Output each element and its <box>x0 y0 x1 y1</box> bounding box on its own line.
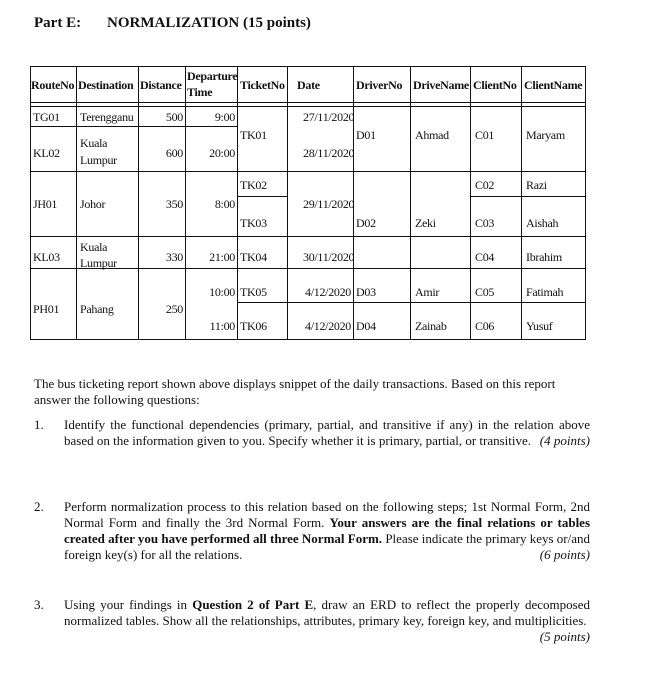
cell-client: C02 <box>475 178 495 192</box>
cell-ticket: TK02 <box>240 178 267 192</box>
cell-date: 4/12/2020 <box>305 319 351 333</box>
cell-clientname: Ibrahim <box>526 250 562 264</box>
cell-destination: Kuala <box>80 136 108 150</box>
header-driverno: DriverNo <box>356 78 403 92</box>
cell-clientname: Fatimah <box>526 285 564 299</box>
header-destination: Destination <box>78 78 134 92</box>
cell-destination: Kuala <box>80 240 108 254</box>
cell-drivename: Zainab <box>415 319 447 333</box>
cell-distance: 500 <box>165 110 183 124</box>
question-emphasis: Your answers are the final relations or tables created after you have performed all three Normal Form. <box>64 515 591 546</box>
question-2 <box>34 499 590 563</box>
question-number: 3. <box>34 597 44 612</box>
header-ticketno: TicketNo <box>240 78 285 92</box>
cell-client: C03 <box>475 216 495 230</box>
question-points: (6 points) <box>539 547 590 562</box>
header-clientname: ClientName <box>524 78 583 92</box>
row-line <box>237 196 287 197</box>
question-emphasis: Question 2 of Part E <box>192 597 314 612</box>
question-text: Perform normalization process to this relation based on the following steps; 1st Normal Form, 2nd Normal Form and finally the 3rd Normal Form. <box>64 499 590 530</box>
cell-route: KL03 <box>33 250 60 264</box>
cell-client: C06 <box>475 319 495 333</box>
cell-distance: 330 <box>165 250 183 264</box>
cell-client: C04 <box>475 250 495 264</box>
question-points: (5 points) <box>539 629 590 644</box>
cell-ticket: TK04 <box>240 250 267 264</box>
cell-date: 4/12/2020 <box>305 285 351 299</box>
cell-date: 28/11/2020 <box>303 146 355 160</box>
cell-time: 8:00 <box>214 197 235 211</box>
part-label: Part E: <box>34 15 82 31</box>
question-text: Identify the functional dependencies (primary, partial, and transitive if any) in the relation above based on the information given to you. Specify whether it is primary, partial, or transitive. <box>64 417 590 448</box>
cell-time: 11:00 <box>209 319 235 333</box>
cell-drivename: Ahmad <box>415 128 449 142</box>
header-date: Date <box>297 78 320 92</box>
cell-drivename: Amir <box>415 285 440 299</box>
cell-destination: Terengganu <box>80 110 134 124</box>
row-line <box>237 302 586 303</box>
header-distance: Distance <box>140 78 182 92</box>
cell-clientname: Yusuf <box>526 319 553 333</box>
cell-client: C01 <box>475 128 495 142</box>
cell-client: C05 <box>475 285 495 299</box>
intro-paragraph: The bus ticketing report shown above displays snippet of the daily transactions. Based on this report answer the following questions: <box>34 376 556 407</box>
cell-route: JH01 <box>33 197 58 211</box>
row-line <box>30 171 586 172</box>
cell-driver: D01 <box>356 128 376 142</box>
question-number: 2. <box>34 499 44 514</box>
cell-time: 21:00 <box>209 250 235 264</box>
cell-date: 29/11/2020 <box>303 197 355 211</box>
col-line <box>410 66 411 340</box>
cell-distance: 350 <box>165 197 183 211</box>
question-number: 1. <box>34 417 44 432</box>
col-line <box>237 66 238 340</box>
question-text: Please indicate the primary keys or/and foreign key(s) for all the relations. <box>64 531 591 562</box>
row-line <box>30 236 586 237</box>
cell-route: KL02 <box>33 146 60 160</box>
cell-drivename: Zeki <box>415 216 436 230</box>
cell-driver: D02 <box>356 216 376 230</box>
cell-driver: D04 <box>356 319 376 333</box>
question-text: , draw an ERD to reflect the properly decomposed normalized tables. Show all the relationships, attributes, primary key, foreign key, and multiplicities. <box>64 597 591 628</box>
cell-clientname: Aishah <box>526 216 559 230</box>
question-text: Using your findings in <box>64 597 188 612</box>
col-line <box>76 66 77 340</box>
header-drivename: DriveName <box>413 78 469 92</box>
row-line <box>30 106 586 107</box>
bus-ticketing-table <box>30 66 586 340</box>
cell-ticket: TK01 <box>240 128 267 142</box>
header-divider <box>30 102 586 103</box>
question-1 <box>34 417 590 449</box>
question-3 <box>34 597 590 645</box>
row-line <box>30 126 237 127</box>
cell-date: 30/11/2020 <box>303 250 355 264</box>
cell-time: 20:00 <box>209 146 235 160</box>
section-title: NORMALIZATION (15 points) <box>107 15 311 31</box>
cell-destination: Pahang <box>80 302 114 316</box>
cell-ticket: TK06 <box>240 319 267 333</box>
header-clientno: ClientNo <box>473 78 517 92</box>
col-line <box>470 66 471 340</box>
cell-clientname: Razi <box>526 178 547 192</box>
col-line <box>287 66 288 340</box>
col-line <box>138 66 139 340</box>
cell-destination: Lumpur <box>80 153 117 167</box>
cell-date: 27/11/2020 <box>303 110 355 124</box>
row-line <box>470 196 586 197</box>
cell-clientname: Maryam <box>526 128 565 142</box>
cell-ticket: TK03 <box>240 216 267 230</box>
page-title <box>34 15 311 32</box>
cell-distance: 250 <box>165 302 183 316</box>
cell-ticket: TK05 <box>240 285 267 299</box>
cell-destination: Lumpur <box>80 256 117 270</box>
cell-driver: D03 <box>356 285 376 299</box>
cell-destination: Johor <box>80 197 106 211</box>
header-time: Time <box>187 85 213 99</box>
cell-route: PH01 <box>33 302 60 316</box>
cell-time: 10:00 <box>209 285 235 299</box>
header-departure: Departure <box>187 69 238 83</box>
cell-distance: 600 <box>165 146 183 160</box>
col-line <box>185 66 186 340</box>
col-line <box>521 66 522 340</box>
cell-route: TG01 <box>33 110 60 124</box>
question-points: (4 points) <box>539 433 590 448</box>
cell-time: 9:00 <box>214 110 235 124</box>
header-routeno: RouteNo <box>31 78 75 92</box>
